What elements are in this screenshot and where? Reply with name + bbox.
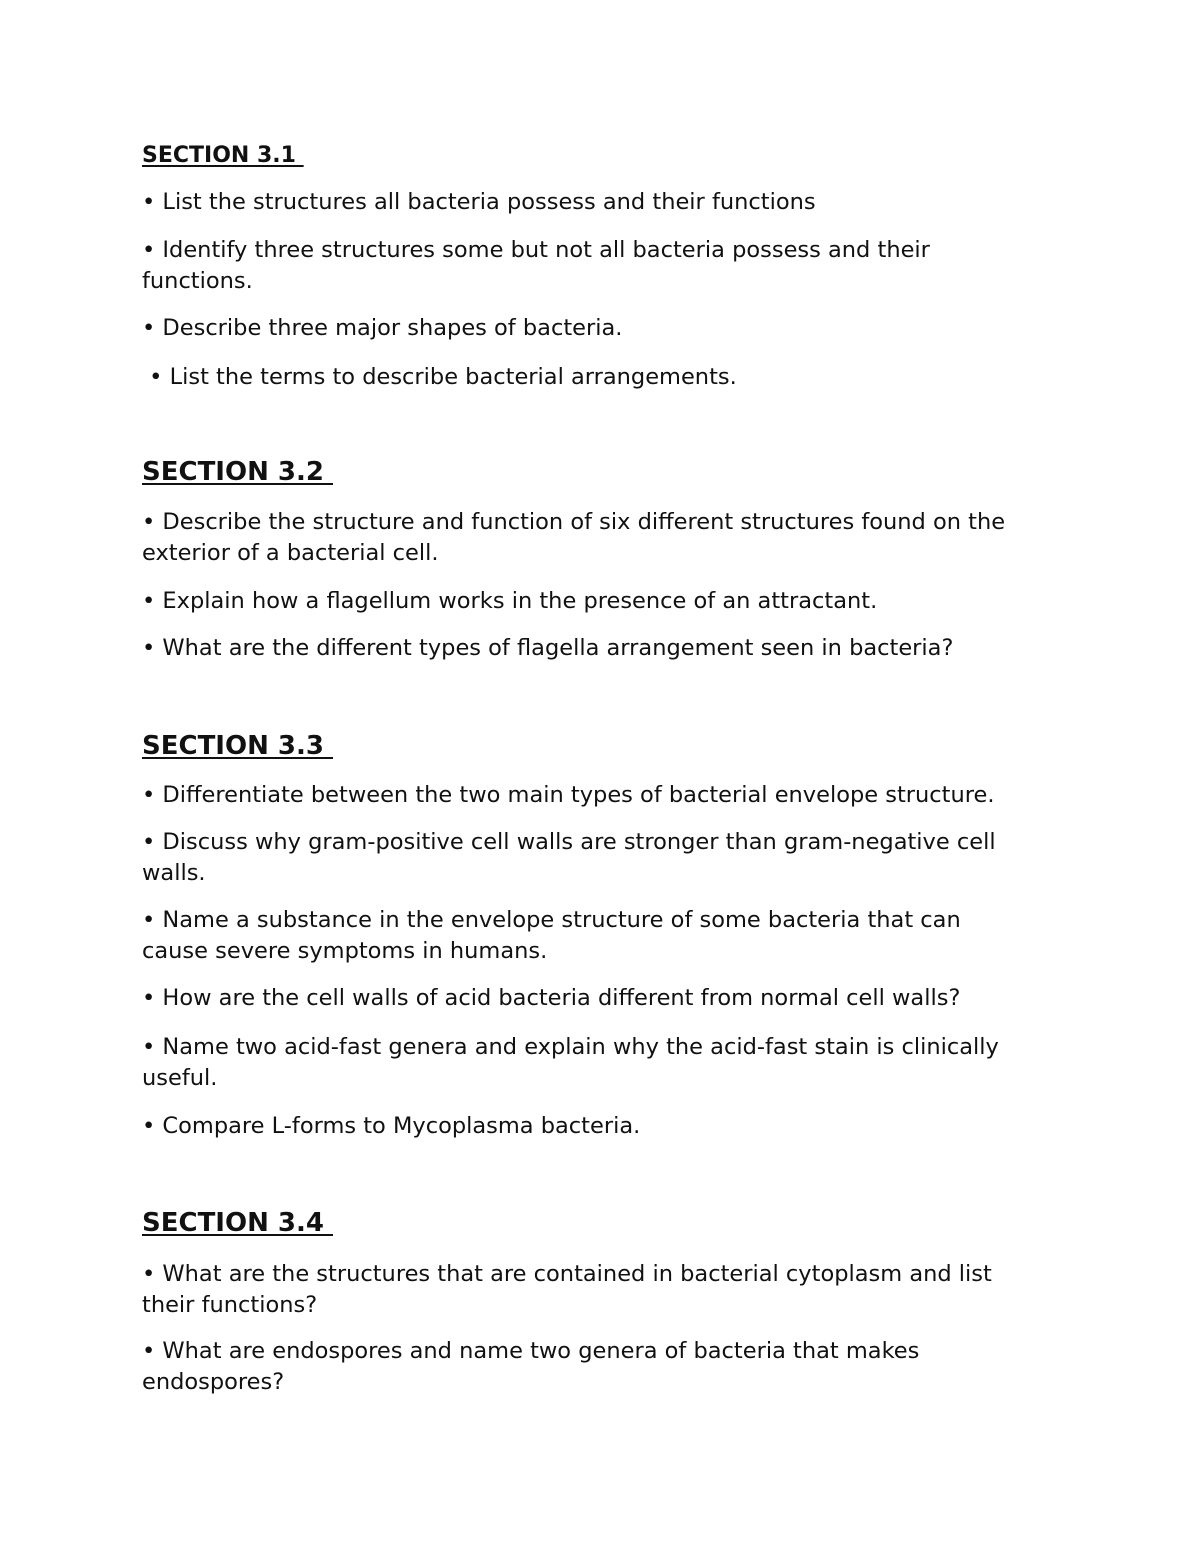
list-item: • Describe three major shapes of bacteria. — [142, 315, 623, 341]
section-heading: SECTION 3.4 — [142, 1208, 334, 1238]
section-heading: SECTION 3.2 — [142, 457, 334, 487]
list-item: • Discuss why gram-positive cell walls are stronger than gram-negative cell walls. — [142, 829, 996, 886]
section-heading: SECTION 3.3 — [142, 731, 334, 761]
section-3-3 — [142, 731, 1062, 1139]
list-item: • How are the cell walls of acid bacteria different from normal cell walls? — [142, 985, 961, 1011]
section-3-2 — [142, 457, 1062, 661]
list-item: • List the structures all bacteria possess and their functions — [142, 189, 816, 215]
list-item: • List the terms to describe bacterial arrangements. — [142, 364, 737, 390]
list-item: • Describe the structure and function of six different structures found on the exterior of a bacterial cell. — [142, 509, 1006, 566]
list-item: • Name two acid-fast genera and explain why the acid-fast stain is clinically useful. — [142, 1034, 999, 1091]
list-item: • Differentiate between the two main types of bacterial envelope structure. — [142, 782, 995, 808]
list-item: • What are endospores and name two genera of bacteria that makes endospores? — [142, 1338, 920, 1395]
section-3-1 — [142, 143, 1062, 390]
list-item: • What are the different types of flagella arrangement seen in bacteria? — [142, 635, 954, 661]
section-heading: SECTION 3.1 — [142, 143, 304, 168]
list-item: • Compare L-forms to Mycoplasma bacteria. — [142, 1113, 641, 1139]
list-item: • Explain how a flagellum works in the presence of an attractant. — [142, 588, 878, 614]
list-item: • Identify three structures some but not all bacteria possess and their functions. — [142, 237, 930, 294]
list-item: • Name a substance in the envelope structure of some bacteria that can cause severe symptoms in humans. — [142, 907, 961, 964]
section-3-4 — [142, 1208, 1062, 1395]
list-item: • What are the structures that are contained in bacterial cytoplasm and list their functions? — [142, 1261, 992, 1318]
